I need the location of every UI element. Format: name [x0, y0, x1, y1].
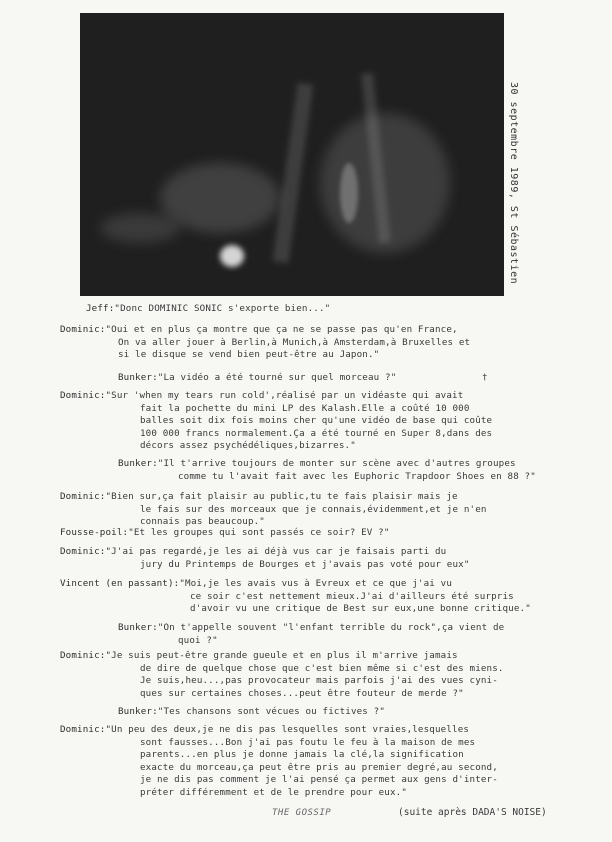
- dialogue-continuation: On va aller jouer à Berlin,à Munich,à Amsterdam,à Bruxelles et: [118, 336, 471, 348]
- dialogue-line: [118, 458, 516, 470]
- speaker-name: Dominic:: [60, 324, 106, 335]
- dialogue-text: "Donc DOMINIC SONIC s'exporte bien...": [114, 303, 331, 314]
- dialogue-text: "La vidéo a été tourné sur quel morceau ?": [157, 372, 397, 383]
- continuation-note: (suite après DADA'S NOISE): [398, 807, 547, 818]
- dialogue-continuation: exacte du morceau,ça peut être pris au premier degré,au second,: [140, 761, 498, 773]
- dialogue-continuation: si le disque se vend bien peut-être au Japon.": [118, 349, 380, 360]
- stray-mark: †: [482, 373, 488, 383]
- speaker-name: Dominic:: [60, 650, 106, 661]
- dialogue-line: [118, 706, 385, 718]
- dialogue-line: [60, 390, 463, 402]
- dialogue-text: "J'ai pas regardé,je les ai déjà vus car je faisais parti du: [105, 546, 447, 557]
- dialogue-line: [60, 546, 446, 558]
- dialogue-line: [86, 303, 330, 315]
- dialogue-continuation: parents...en plus je donne jamais la clé,la signification: [140, 749, 464, 760]
- dialogue-line: [60, 324, 458, 336]
- dialogue-continuation: préter différemment et de le prendre pour eux.": [140, 786, 408, 798]
- dialogue-continuation: d'avoir vu une critique de Best sur eux,une bonne critique.": [190, 603, 531, 614]
- dialogue-text: "Et les groupes qui sont passés ce soir? EV ?": [128, 527, 390, 538]
- dialogue-line: [118, 622, 504, 634]
- dialogue-continuation: fait la pochette du mini LP des Kalash.Elle a coûté 10 000: [140, 402, 470, 414]
- speaker-name: Dominic:: [60, 390, 106, 401]
- dialogue-continuation: décors assez psychédéliques,bizarres.": [140, 440, 356, 451]
- photo-date-caption: 30 septembre 1989, St Sébastien: [508, 82, 519, 285]
- dialogue-line: [60, 578, 452, 590]
- dialogue-text: "Moi,je les avais vus à Evreux et ce que j'ai vu: [179, 578, 453, 589]
- dialogue-line: [60, 491, 458, 503]
- speaker-name: Dominic:: [60, 546, 106, 557]
- dialogue-continuation: de dire de quelque chose que c'est bien même si c'est des miens.: [140, 662, 504, 674]
- speaker-name: Bunker:: [118, 458, 158, 469]
- dialogue-text: "Je suis peut-être grande gueule et en plus il m'arrive jamais: [105, 650, 458, 661]
- dialogue-text: "Sur 'when my tears run cold',réalisé par un vidéaste qui avait: [105, 390, 464, 401]
- dialogue-continuation: Je suis,heu...,pas provocateur mais parfois j'ai des vues cyni-: [140, 675, 498, 686]
- dialogue-continuation: connais pas beaucoup.": [140, 516, 265, 527]
- speaker-name: Bunker:: [118, 372, 158, 383]
- dialogue-text: "Un peu des deux,je ne dis pas lesquelles sont vraies,lesquelles: [105, 724, 470, 735]
- dialogue-continuation: jury du Printemps de Bourges et j'avais pas voté pour eux": [140, 558, 470, 570]
- magazine-name: THE GOSSIP: [272, 808, 332, 818]
- dialogue-continuation: ques sur certaines choses...peut être fouteur de merde ?": [140, 687, 464, 699]
- speaker-name: Dominic:: [60, 724, 106, 735]
- speaker-name: Vincent (en passant):: [60, 578, 180, 589]
- speaker-name: Bunker:: [118, 706, 158, 717]
- dialogue-text: "Tes chansons sont vécues ou fictives ?": [157, 706, 386, 717]
- speaker-name: Jeff:: [86, 303, 115, 314]
- dialogue-continuation: comme tu l'avait fait avec les Euphoric Trapdoor Shoes en 88 ?": [178, 470, 536, 482]
- dialogue-continuation: ce soir c'est nettement mieux.J'ai d'ailleurs été surpris: [190, 590, 514, 602]
- dialogue-line: [60, 650, 458, 662]
- dialogue-continuation: je ne dis pas comment je l'ai pensé ça permet aux gens d'inter-: [140, 774, 498, 785]
- dialogue-continuation: 100 000 francs normalement.Ça a été tourné en Super 8,dans des: [140, 427, 493, 439]
- dialogue-line: [60, 724, 469, 736]
- dialogue-line: [118, 372, 396, 384]
- speaker-name: Dominic:: [60, 491, 106, 502]
- dialogue-continuation: sont fausses...Bon j'ai pas foutu le feu à la maison de mes: [140, 736, 476, 748]
- dialogue-text: "Oui et en plus ça montre que ça ne se passe pas qu'en France,: [105, 324, 458, 335]
- dialogue-continuation: balles soit dix fois moins cher qu'une vidéo de base qui coûte: [140, 415, 493, 426]
- dialogue-text: "Bien sur,ça fait plaisir au public,tu te fais plaisir mais je: [105, 491, 458, 502]
- dialogue-text: "Il t'arrive toujours de monter sur scène avec d'autres groupes: [157, 458, 516, 469]
- speaker-name: Bunker:: [118, 622, 158, 633]
- dialogue-continuation: le fais sur des morceaux que je connais,évidemment,et je n'en: [140, 503, 487, 515]
- dialogue-continuation: quoi ?": [178, 634, 218, 646]
- dialogue-text: "On t'appelle souvent "l'enfant terrible du rock",ça vient de: [157, 622, 505, 633]
- speaker-name: Fousse-poil:: [60, 527, 129, 538]
- dialogue-line: [60, 527, 390, 539]
